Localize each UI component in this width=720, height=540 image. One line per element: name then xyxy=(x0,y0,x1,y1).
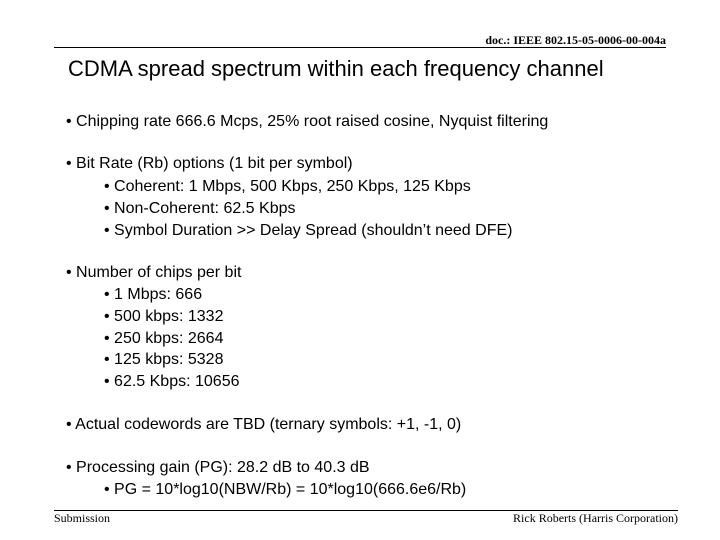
sub-bullet-coherent: • Coherent: 1 Mbps, 500 Kbps, 250 Kbps, 125 Kbps xyxy=(104,178,471,195)
slide-title: CDMA spread spectrum within each frequency channel xyxy=(68,56,604,81)
header-divider xyxy=(54,47,666,48)
sub-bullet-125kbps: • 125 kbps: 5328 xyxy=(104,351,224,368)
footer-submission: Submission xyxy=(54,511,111,525)
sub-bullet-pg-formula: • PG = 10*log10(NBW/Rb) = 10*log10(666.6e6/Rb) xyxy=(104,481,467,498)
sub-bullet-250kbps: • 250 kbps: 2664 xyxy=(104,330,224,347)
bullet-processing-gain: • Processing gain (PG): 28.2 dB to 40.3 dB xyxy=(66,459,370,476)
bullet-chips-per-bit: • Number of chips per bit xyxy=(66,264,242,281)
sub-bullet-symbol-duration: • Symbol Duration >> Delay Spread (shouldn’t need DFE) xyxy=(104,222,513,239)
bullet-codewords: • Actual codewords are TBD (ternary symbols: +1, -1, 0) xyxy=(66,416,462,433)
sub-bullet-500kbps: • 500 kbps: 1332 xyxy=(104,308,224,325)
footer-author: Rick Roberts (Harris Corporation) xyxy=(513,511,678,525)
bullet-chipping-rate: • Chipping rate 666.6 Mcps, 25% root raised cosine, Nyquist filtering xyxy=(66,113,549,130)
bullet-bit-rate: • Bit Rate (Rb) options (1 bit per symbol) xyxy=(66,155,353,172)
document-id: doc.: IEEE 802.15-05-0006-00-004a xyxy=(485,33,666,47)
sub-bullet-1mbps: • 1 Mbps: 666 xyxy=(104,286,203,303)
sub-bullet-non-coherent: • Non-Coherent: 62.5 Kbps xyxy=(104,200,296,217)
sub-bullet-62-5kbps: • 62.5 Kbps: 10656 xyxy=(104,373,240,390)
